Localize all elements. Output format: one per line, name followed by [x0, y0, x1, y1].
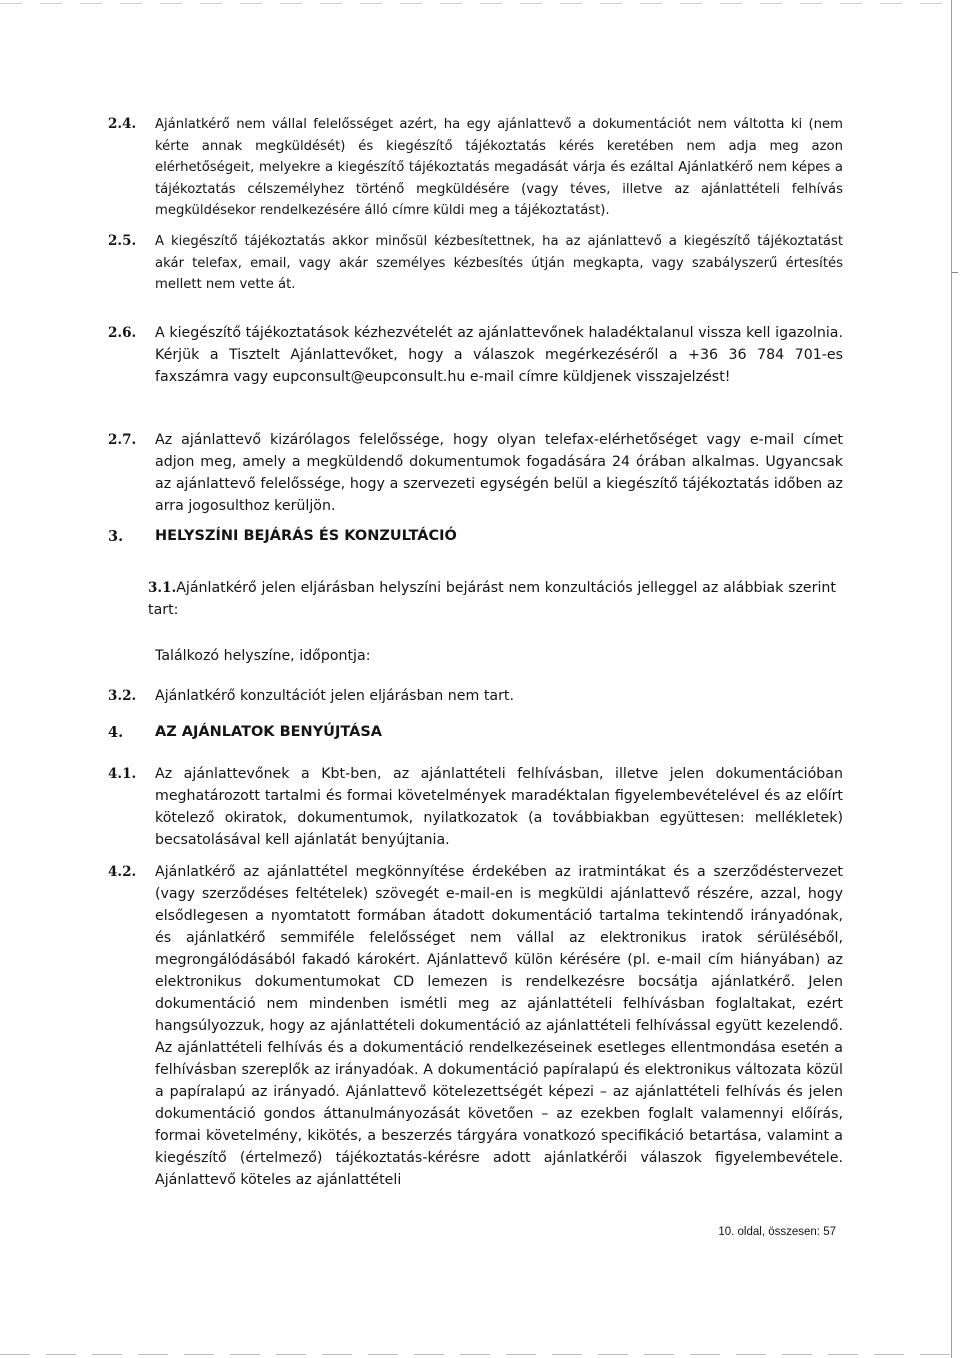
section-2-5 — [108, 231, 843, 296]
section-3-2 — [108, 685, 843, 707]
section-2-7 — [108, 429, 843, 517]
section-text: Ajánlatkérő az ajánlattétel megkönnyítése érdekében az iratmintákat és a szerződéstervezet (vagy szerződéses feltételek) szövegét e-mail-en is megküldi ajánlattevő részére, azzal, hogy elsődlegesen a nyomtatott formában átadott dokumentáció tartalma tekintendő irányadónak, és ajánlatkérő semmiféle felelősséget nem vállal az elektronikus iratok sérüléséből, megrongálódásából fakadó károkért. Ajánlattevő külön kérésére (pl. e-mail cím hiányában) az elektronikus dokumentumokat CD lemezen is rendelkezésre bocsátja ajánlatkérő. Jelen dokumentáció nem mindenben ismétli meg az ajánlattételi felhívásban foglaltakat, ezért hangsúlyozzuk, hogy az ajánlattételi dokumentáció az ajánlattételi felhívással együtt kezelendő. Az ajánlattételi felhívás és a dokumentáció rendelkezéseinek esetleges ellentmondása esetén a felhívásban szereplők az irányadóak. A dokumentáció papíralapú és elektronikus változata közül a papíralapú az irányadó. Ajánlattevő kötelezettségét képezi – az ajánlattételi felhívás és jelen dokumentáció gondos áttanulmányozását követően – az ezekben foglalt valamennyi előírás, formai követelmény, kikötés, a beszerzés tárgyára vonatkozó specifikáció betartása, valamint a kiegészítő (értelmező) tájékoztatás-kérésre adott ajánlatkérői válaszok figyelembevétele. Ajánlattevő köteles az ajánlattételi — [155, 864, 843, 1188]
page-footer: 10. oldal, összesen: 57 — [718, 1226, 836, 1238]
scan-edge-right — [951, 0, 952, 1358]
section-4-1 — [108, 763, 843, 851]
section-text: Az ajánlattevőnek a Kbt-ben, az ajánlattételi felhívásban, illetve jelen dokumentációban meghatározott tartalmi és formai követelmények maradéktalan figyelembevételével és az előírt kötelező okiratok, dokumentumok, nyilatkozatok (a továbbiakban együttesen: mellékletek) becsatolásával kell ajánlatát benyújtania. — [155, 766, 843, 848]
section-number: 2.6. — [108, 325, 137, 341]
section-2-6 — [108, 322, 843, 388]
heading-title: HELYSZÍNI BEJÁRÁS ÉS KONZULTÁCIÓ — [155, 528, 457, 544]
meeting-location-label: Találkozó helyszíne, időpontja: — [155, 648, 371, 664]
heading-number: 3. — [108, 528, 124, 545]
scan-edge-tick — [952, 272, 958, 273]
section-number: 4.1. — [108, 766, 137, 782]
section-text: A kiegészítő tájékoztatások kézhezvételét az ajánlattevőnek haladéktalanul vissza kell igazolnia. Kérjük a Tisztelt Ajánlattevőket, hogy a válaszok megérkezéséről a +36 36 784 701-es faxszámra vagy eupconsult@eupconsult.hu e-mail címre küldjenek visszajelzést! — [155, 325, 843, 385]
section-text: Ajánlatkérő nem vállal felelősséget azért, ha egy ajánlattevő a dokumentációt nem váltotta ki (nem kérte annak megküldését) és kiegészítő tájékoztatás kérés keretében nem adja meg azon elérhetőségeit, melyekre a kiegészítő tájékoztatás megadását várja és ezáltal Ajánlatkérő nem képes a tájékoztatás célszemélyhez történő megküldésére (vagy téves, illetve az ajánlattételi felhívás megküldésekor rendelkezésére álló címre küldi meg a tájékoztatást). — [155, 117, 843, 218]
section-text: Az ajánlattevő kizárólagos felelőssége, hogy olyan telefax-elérhetőséget vagy e-mail címet adjon meg, amely a megküldendő dokumentumok fogadására 24 órában alkalmas. Ugyancsak az ajánlattevő felelőssége, hogy a szervezeti egységén belül a kiegészítő tájékoztatás időben az arra jogosulthoz kerüljön. — [155, 432, 843, 514]
section-3-1 — [148, 577, 836, 621]
section-number: 2.7. — [108, 432, 137, 448]
section-number: 3.1. — [148, 580, 177, 596]
section-number: 2.4. — [108, 116, 137, 132]
section-text: A kiegészítő tájékoztatás akkor minősül kézbesítettnek, ha az ajánlattevő a kiegészítő tájékoztatást akár telefax, email, vagy akár személyes kézbesítés útján megkapta, vagy szabályszerű értesítés mellett nem vette át. — [155, 234, 843, 292]
scan-edge-top — [0, 3, 960, 4]
section-number: 3.2. — [108, 688, 137, 704]
heading-title: AZ AJÁNLATOK BENYÚJTÁSA — [155, 724, 383, 740]
section-text: Ajánlatkérő jelen eljárásban helyszíni bejárást nem konzultációs jelleggel az alábbiak szerint tart: — [148, 580, 836, 618]
section-number: 4.2. — [108, 864, 137, 880]
scan-edge-bottom — [0, 1354, 960, 1355]
section-number: 2.5. — [108, 233, 137, 249]
section-text: Ajánlatkérő konzultációt jelen eljárásban nem tart. — [155, 688, 514, 704]
heading-number: 4. — [108, 724, 124, 741]
section-4-2 — [108, 861, 843, 1191]
section-2-4 — [108, 114, 843, 222]
